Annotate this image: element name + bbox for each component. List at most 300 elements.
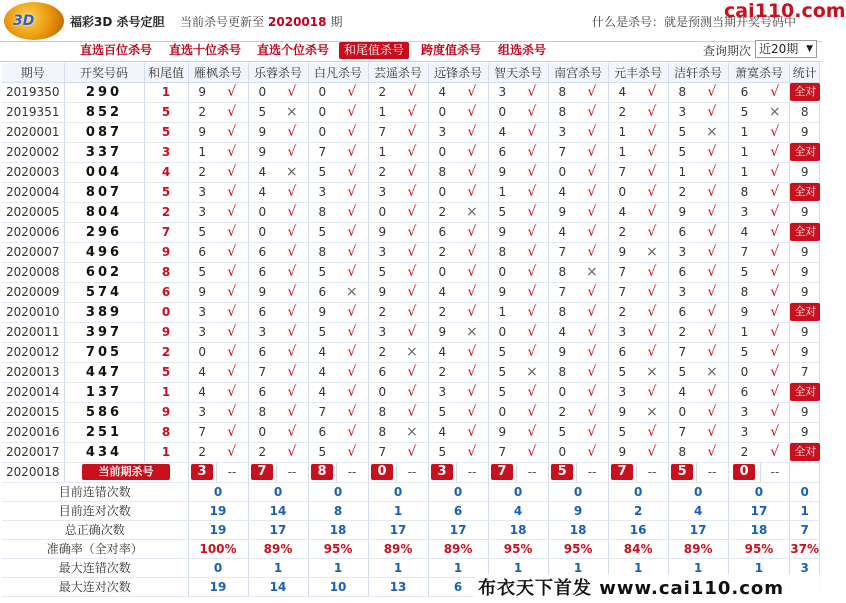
- summary-value: 17: [728, 501, 790, 520]
- check-icon: √: [636, 122, 668, 142]
- kill-number-cell: 2: [368, 82, 396, 102]
- check-icon: √: [456, 162, 488, 182]
- all-correct-badge: 全对: [790, 443, 820, 461]
- summary-value: 19: [188, 577, 248, 596]
- summary-value: 14: [248, 577, 308, 596]
- period-cell: 2019351: [2, 102, 64, 122]
- column-header: 元丰杀号: [608, 63, 668, 82]
- check-icon: √: [456, 262, 488, 282]
- check-icon: √: [516, 342, 548, 362]
- check-icon: √: [336, 202, 368, 222]
- draw-number-cell: 087: [64, 122, 144, 142]
- stat-cell: [790, 202, 820, 222]
- kill-number-cell: 7: [548, 282, 576, 302]
- stat-count: 9: [800, 205, 809, 219]
- check-icon: √: [396, 122, 428, 142]
- tab-span-kill[interactable]: 跨度值杀号: [421, 43, 482, 57]
- stat-cell: [790, 422, 820, 442]
- kill-number-cell: 2: [368, 162, 396, 182]
- kill-number-cell: 9: [488, 282, 516, 302]
- kill-number-cell: 0: [548, 442, 576, 462]
- check-icon: √: [396, 242, 428, 262]
- check-icon: √: [696, 342, 728, 362]
- check-icon: √: [696, 142, 728, 162]
- table-row: [2, 102, 820, 122]
- stat-cell: [790, 82, 820, 102]
- period-cell: 2020012: [2, 342, 64, 362]
- kill-number-cell: 1: [368, 102, 396, 122]
- kill-number-cell: 9: [668, 202, 696, 222]
- summary-value: 16: [608, 520, 668, 539]
- summary-value: 6: [428, 577, 488, 596]
- kill-number-cell: 9: [368, 222, 396, 242]
- kill-number-cell: 4: [248, 162, 276, 182]
- kill-number-cell: 2: [428, 202, 456, 222]
- kill-number-cell: 4: [728, 222, 760, 242]
- placeholder-dash: --: [760, 462, 790, 482]
- check-icon: √: [636, 142, 668, 162]
- check-icon: √: [636, 422, 668, 442]
- site-logo[interactable]: cai110.com: [724, 0, 846, 22]
- cross-icon: ×: [636, 402, 668, 422]
- check-icon: √: [696, 182, 728, 202]
- summary-value: 95%: [548, 539, 608, 558]
- current-kill-cell: [728, 462, 760, 482]
- kill-number-cell: 5: [428, 402, 456, 422]
- check-icon: √: [276, 142, 308, 162]
- check-icon: √: [216, 82, 248, 102]
- kill-number-cell: 0: [488, 102, 516, 122]
- placeholder-dash: --: [396, 462, 428, 482]
- check-icon: √: [760, 402, 790, 422]
- cross-icon: ×: [696, 362, 728, 382]
- check-icon: √: [336, 182, 368, 202]
- stat-cell: [790, 382, 820, 402]
- tab-tens-kill[interactable]: 直选十位杀号: [169, 43, 242, 57]
- check-icon: √: [216, 422, 248, 442]
- summary-label: 目前连对次数: [2, 501, 188, 520]
- kill-number-cell: 9: [248, 122, 276, 142]
- kill-number-cell: 8: [308, 242, 336, 262]
- check-icon: √: [516, 182, 548, 202]
- kill-number-cell: 8: [488, 242, 516, 262]
- kill-number-cell: 0: [428, 182, 456, 202]
- summary-stat: 37%: [790, 539, 820, 558]
- check-icon: √: [760, 222, 790, 242]
- check-icon: √: [336, 442, 368, 462]
- help-link[interactable]: 什么是杀号：就是预测当期开奖号码中: [592, 15, 797, 29]
- stat-count: 9: [800, 125, 809, 139]
- kill-number-cell: 8: [728, 282, 760, 302]
- check-icon: √: [336, 262, 368, 282]
- stat-cell: [790, 242, 820, 262]
- check-icon: √: [336, 102, 368, 122]
- kill-number-cell: 8: [308, 202, 336, 222]
- check-icon: √: [636, 102, 668, 122]
- table-row: [2, 322, 820, 342]
- kill-number-cell: 8: [368, 422, 396, 442]
- draw-number-cell: 586: [64, 402, 144, 422]
- kill-number-cell: 6: [668, 262, 696, 282]
- table-row: [2, 82, 820, 102]
- period-cell: 2020004: [2, 182, 64, 202]
- sum-tail-cell: 9: [144, 242, 188, 262]
- kill-number-cell: 0: [428, 102, 456, 122]
- kill-number-cell: 7: [668, 422, 696, 442]
- summary-stat: 7: [790, 520, 820, 539]
- check-icon: √: [576, 122, 608, 142]
- kill-number-cell: 8: [548, 102, 576, 122]
- check-icon: √: [760, 142, 790, 162]
- summary-value: 14: [248, 501, 308, 520]
- table-row: [2, 422, 820, 442]
- kill-number-cell: 8: [428, 162, 456, 182]
- placeholder-dash: --: [696, 462, 728, 482]
- summary-value: 10: [308, 577, 368, 596]
- check-icon: √: [516, 222, 548, 242]
- current-kill-label: 当前期杀号: [82, 464, 170, 480]
- kill-number-cell: 6: [728, 382, 760, 402]
- check-icon: √: [336, 242, 368, 262]
- check-icon: √: [216, 142, 248, 162]
- check-icon: √: [696, 382, 728, 402]
- kill-number-cell: 9: [308, 302, 336, 322]
- check-icon: √: [336, 362, 368, 382]
- sum-tail-cell: 1: [144, 442, 188, 462]
- update-status: [180, 13, 342, 30]
- period-cell: 2020006: [2, 222, 64, 242]
- kill-number-cell: 6: [488, 142, 516, 162]
- period-selected-value: 近20期: [759, 42, 799, 56]
- summary-label: 准确率（全对率）: [2, 539, 188, 558]
- check-icon: √: [276, 222, 308, 242]
- all-correct-badge: 全对: [790, 183, 820, 201]
- check-icon: √: [576, 202, 608, 222]
- summary-value: 17: [668, 520, 728, 539]
- kill-number-cell: 1: [488, 302, 516, 322]
- kill-number-cell: 1: [728, 142, 760, 162]
- kill-number-cell: 3: [428, 382, 456, 402]
- kill-number-cell: 0: [428, 262, 456, 282]
- stat-count: 9: [800, 245, 809, 259]
- logo-text: 3D: [13, 13, 35, 29]
- summary-value: 95%: [308, 539, 368, 558]
- stat-cell: [790, 122, 820, 142]
- period-cell: 2020007: [2, 242, 64, 262]
- current-kill-number: 5: [551, 464, 573, 480]
- summary-value: 0: [608, 482, 668, 501]
- check-icon: √: [636, 222, 668, 242]
- check-icon: √: [276, 402, 308, 422]
- cross-icon: ×: [516, 362, 548, 382]
- draw-number-cell: 804: [64, 202, 144, 222]
- summary-value: 13: [368, 577, 428, 596]
- column-header: 白凡杀号: [308, 63, 368, 82]
- kill-number-cell: 1: [488, 182, 516, 202]
- check-icon: √: [696, 102, 728, 122]
- kill-number-cell: 7: [728, 242, 760, 262]
- stat-cell: [790, 402, 820, 422]
- check-icon: √: [456, 402, 488, 422]
- placeholder-dash: --: [276, 462, 308, 482]
- kill-number-cell: 4: [668, 382, 696, 402]
- sum-tail-cell: 5: [144, 182, 188, 202]
- kill-number-cell: 5: [668, 362, 696, 382]
- summary-value: 95%: [488, 539, 548, 558]
- chevron-down-icon: ▼: [806, 44, 813, 54]
- column-header: 统计: [790, 63, 820, 82]
- table-row: [2, 382, 820, 402]
- check-icon: √: [760, 242, 790, 262]
- current-kill-cell: [308, 462, 336, 482]
- summary-value: 0: [428, 482, 488, 501]
- stat-count: 9: [800, 425, 809, 439]
- kill-number-cell: 0: [188, 342, 216, 362]
- check-icon: √: [760, 182, 790, 202]
- stat-count: 9: [800, 265, 809, 279]
- summary-value: 18: [488, 520, 548, 539]
- period-cell: 2020002: [2, 142, 64, 162]
- current-kill-cell: [368, 462, 396, 482]
- kill-number-cell: 6: [728, 82, 760, 102]
- summary-value: 19: [188, 501, 248, 520]
- draw-number-cell: 434: [64, 442, 144, 462]
- check-icon: √: [396, 322, 428, 342]
- check-icon: √: [760, 362, 790, 382]
- check-icon: √: [456, 302, 488, 322]
- kill-number-cell: 7: [608, 162, 636, 182]
- tab-sum-tail-kill[interactable]: 和尾值杀号: [339, 42, 409, 59]
- summary-row: [2, 520, 820, 539]
- current-kill-cell: [188, 462, 216, 482]
- check-icon: √: [216, 102, 248, 122]
- check-icon: √: [760, 162, 790, 182]
- column-header: 芸遥杀号: [368, 63, 428, 82]
- kill-number-cell: 4: [428, 82, 456, 102]
- current-kill-cell: [548, 462, 576, 482]
- check-icon: √: [336, 142, 368, 162]
- kill-number-cell: 4: [488, 122, 516, 142]
- tab-units-kill[interactable]: 直选个位杀号: [257, 43, 330, 57]
- check-icon: √: [760, 282, 790, 302]
- kill-number-cell: 5: [608, 422, 636, 442]
- column-header: 洁轩杀号: [668, 63, 728, 82]
- draw-number-cell: 004: [64, 162, 144, 182]
- kill-number-cell: 0: [308, 122, 336, 142]
- check-icon: √: [636, 442, 668, 462]
- kill-number-cell: 1: [668, 162, 696, 182]
- update-prefix: 当前杀号更新至: [180, 15, 265, 29]
- kill-number-cell: 9: [728, 302, 760, 322]
- check-icon: √: [576, 222, 608, 242]
- summary-value: 19: [188, 520, 248, 539]
- cross-icon: ×: [456, 202, 488, 222]
- check-icon: √: [216, 442, 248, 462]
- summary-stat: 1: [790, 501, 820, 520]
- all-correct-badge: 全对: [790, 223, 820, 241]
- kill-number-cell: 2: [368, 342, 396, 362]
- kill-number-cell: 4: [428, 282, 456, 302]
- draw-number-cell: 337: [64, 142, 144, 162]
- period-cell: 2020011: [2, 322, 64, 342]
- check-icon: √: [276, 182, 308, 202]
- all-correct-badge: 全对: [790, 383, 820, 401]
- check-icon: √: [396, 102, 428, 122]
- kill-number-cell: 9: [488, 162, 516, 182]
- check-icon: √: [276, 342, 308, 362]
- check-icon: √: [760, 442, 790, 462]
- summary-value: 4: [488, 501, 548, 520]
- sum-tail-cell: 5: [144, 102, 188, 122]
- kill-number-cell: 4: [248, 182, 276, 202]
- kill-number-cell: 9: [188, 82, 216, 102]
- kill-number-cell: 5: [728, 262, 760, 282]
- stat-cell: [790, 302, 820, 322]
- check-icon: √: [760, 382, 790, 402]
- summary-value: 8: [308, 501, 368, 520]
- stat-cell: [790, 162, 820, 182]
- kill-number-cell: 3: [488, 82, 516, 102]
- check-icon: √: [696, 282, 728, 302]
- check-icon: √: [456, 382, 488, 402]
- kill-number-cell: 0: [488, 262, 516, 282]
- check-icon: √: [216, 342, 248, 362]
- check-icon: √: [216, 162, 248, 182]
- column-header: 南宫杀号: [548, 63, 608, 82]
- draw-number-cell: 296: [64, 222, 144, 242]
- check-icon: √: [576, 382, 608, 402]
- check-icon: √: [216, 302, 248, 322]
- tab-hundreds-kill[interactable]: 直选百位杀号: [80, 43, 153, 57]
- check-icon: √: [396, 182, 428, 202]
- period-cell: 2020001: [2, 122, 64, 142]
- table-row: [2, 302, 820, 322]
- app-logo[interactable]: [4, 2, 64, 40]
- summary-label: 最大连错次数: [2, 558, 188, 577]
- table-row: [2, 142, 820, 162]
- kill-number-cell: 8: [248, 402, 276, 422]
- draw-number-cell: 852: [64, 102, 144, 122]
- kill-number-cell: 4: [188, 362, 216, 382]
- kill-number-cell: 5: [608, 362, 636, 382]
- check-icon: √: [396, 162, 428, 182]
- check-icon: √: [456, 102, 488, 122]
- period-cell: 2020005: [2, 202, 64, 222]
- summary-value: 17: [368, 520, 428, 539]
- check-icon: √: [396, 202, 428, 222]
- check-icon: √: [696, 422, 728, 442]
- kill-number-cell: 0: [548, 162, 576, 182]
- check-icon: √: [336, 222, 368, 242]
- summary-value: 1: [428, 558, 488, 577]
- current-kill-number: 0: [733, 464, 755, 480]
- kill-number-cell: 2: [428, 302, 456, 322]
- stat-cell: [790, 182, 820, 202]
- current-kill-cell: [608, 462, 636, 482]
- kill-number-cell: 2: [728, 442, 760, 462]
- kill-number-cell: 7: [548, 142, 576, 162]
- check-icon: √: [576, 422, 608, 442]
- summary-value: 17: [248, 520, 308, 539]
- stat-count: 9: [800, 405, 809, 419]
- sum-tail-cell: 9: [144, 322, 188, 342]
- check-icon: √: [636, 162, 668, 182]
- check-icon: √: [576, 102, 608, 122]
- check-icon: √: [516, 102, 548, 122]
- check-icon: √: [456, 222, 488, 242]
- cross-icon: ×: [276, 102, 308, 122]
- check-icon: √: [336, 162, 368, 182]
- check-icon: √: [516, 282, 548, 302]
- sum-tail-cell: 8: [144, 422, 188, 442]
- check-icon: √: [216, 222, 248, 242]
- tab-group-kill[interactable]: 组选杀号: [498, 43, 547, 57]
- check-icon: √: [276, 202, 308, 222]
- sum-tail-cell: 4: [144, 162, 188, 182]
- kill-number-cell: 7: [368, 442, 396, 462]
- check-icon: √: [576, 82, 608, 102]
- check-icon: √: [576, 242, 608, 262]
- kill-number-cell: 1: [608, 142, 636, 162]
- kill-number-cell: 0: [308, 82, 336, 102]
- period-cell: 2020014: [2, 382, 64, 402]
- check-icon: √: [396, 382, 428, 402]
- period-select[interactable]: [755, 40, 817, 58]
- kill-number-cell: 3: [608, 382, 636, 402]
- check-icon: √: [696, 82, 728, 102]
- summary-label: 目前连错次数: [2, 482, 188, 501]
- sum-tail-cell: 7: [144, 222, 188, 242]
- kill-number-cell: 3: [188, 202, 216, 222]
- kill-number-cell: 8: [728, 182, 760, 202]
- table-row: [2, 342, 820, 362]
- summary-stat: 0: [790, 482, 820, 501]
- kill-number-cell: 5: [668, 122, 696, 142]
- summary-value: 1: [728, 558, 790, 577]
- stat-cell: [790, 102, 820, 122]
- check-icon: √: [276, 442, 308, 462]
- summary-value: 0: [668, 482, 728, 501]
- check-icon: √: [696, 222, 728, 242]
- check-icon: √: [516, 322, 548, 342]
- check-icon: √: [456, 122, 488, 142]
- kill-number-cell: 4: [548, 222, 576, 242]
- kill-number-cell: 3: [248, 322, 276, 342]
- kill-number-cell: 4: [188, 382, 216, 402]
- check-icon: √: [396, 302, 428, 322]
- summary-value: 89%: [668, 539, 728, 558]
- summary-value: 18: [548, 520, 608, 539]
- check-icon: √: [396, 402, 428, 422]
- stat-count: 9: [800, 285, 809, 299]
- placeholder-dash: --: [336, 462, 368, 482]
- kill-number-cell: 4: [548, 322, 576, 342]
- sum-tail-cell: 2: [144, 342, 188, 362]
- stat-cell: [790, 282, 820, 302]
- summary-value: 0: [368, 482, 428, 501]
- summary-value: 89%: [428, 539, 488, 558]
- kill-number-cell: 0: [248, 222, 276, 242]
- summary-value: 0: [488, 482, 548, 501]
- summary-row: [2, 539, 820, 558]
- kill-number-cell: 4: [548, 182, 576, 202]
- kill-number-cell: 5: [488, 362, 516, 382]
- current-kill-cell: [668, 462, 696, 482]
- kill-number-cell: 3: [548, 122, 576, 142]
- kill-number-cell: 7: [668, 342, 696, 362]
- check-icon: √: [456, 142, 488, 162]
- kill-number-cell: 0: [548, 382, 576, 402]
